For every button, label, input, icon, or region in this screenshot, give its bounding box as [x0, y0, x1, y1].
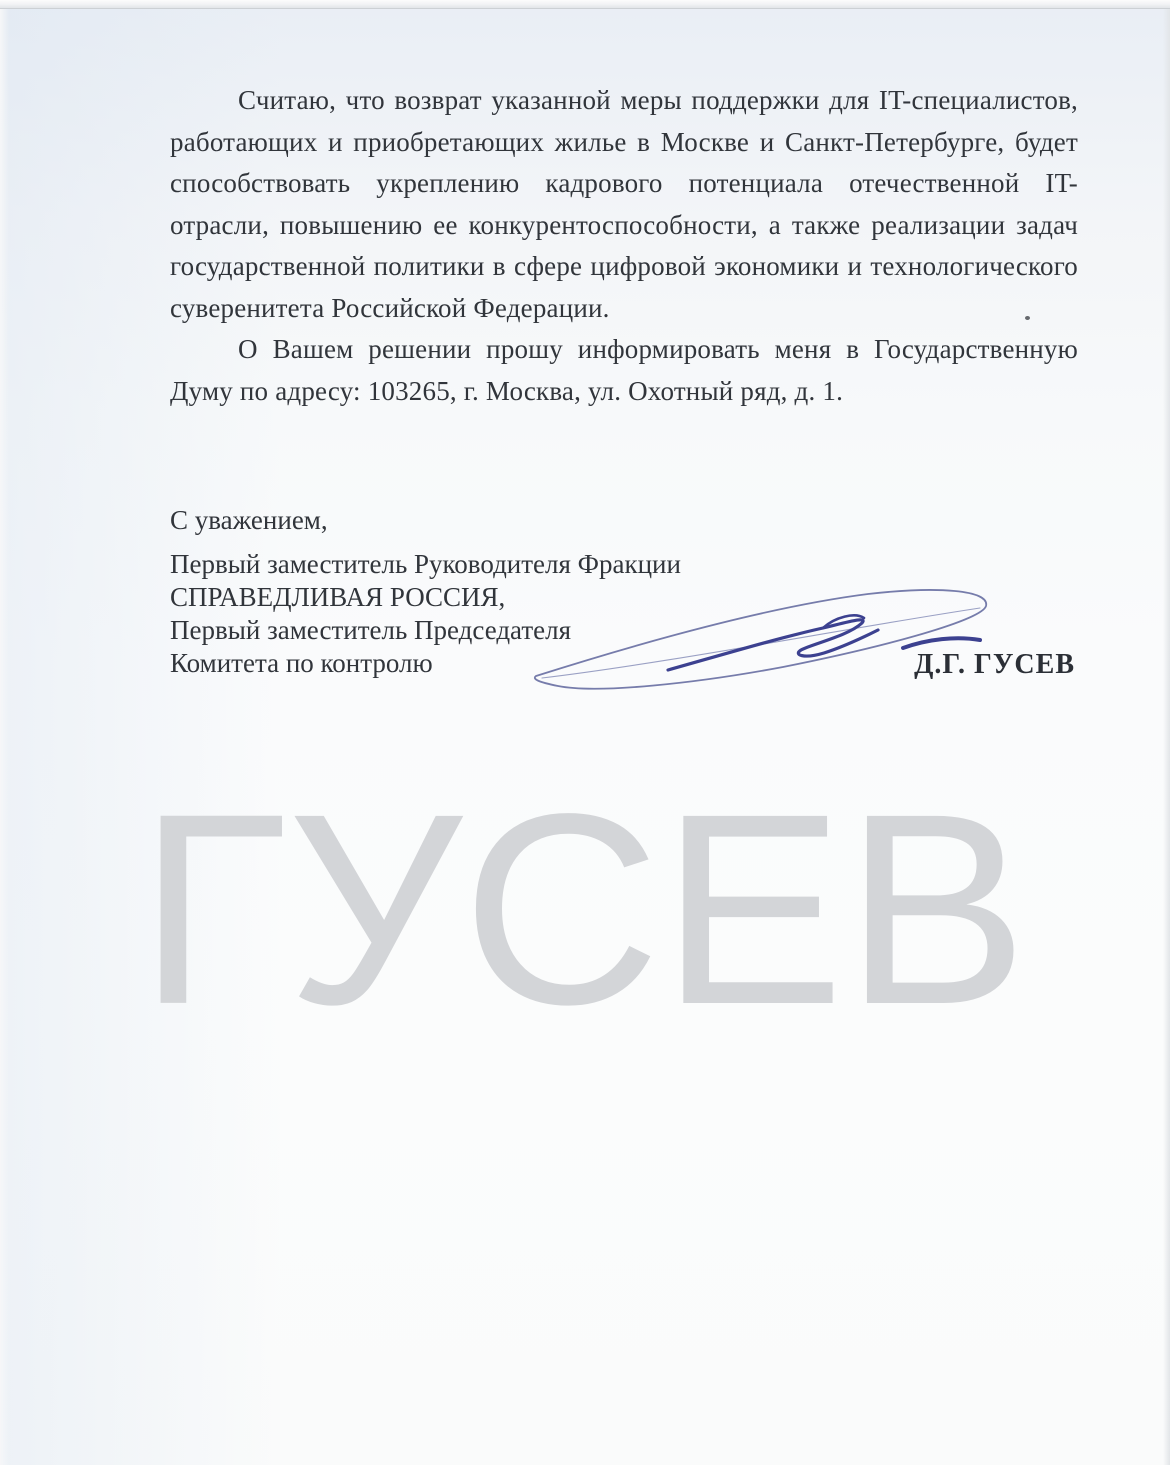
- watermark-text: [138, 806, 1035, 1012]
- signature-ink: [528, 578, 998, 710]
- body-line: суверенитета Российской Федерации.: [170, 292, 610, 323]
- letter-body: [170, 80, 1078, 412]
- body-line: работающих и приобретающих жилье в Москве и Санкт-Петербурге, будет: [170, 126, 1078, 157]
- signer-title-line: СПРАВЕДЛИВАЯ РОССИЯ,: [170, 582, 506, 612]
- body-line: способствовать укреплению кадрового потенциала отечественной IT-: [170, 168, 1078, 198]
- salutation: С уважением,: [170, 505, 328, 535]
- signer-name: Д.Г. ГУСЕВ: [914, 649, 1075, 680]
- signer-title-line: Первый заместитель Руководителя Фракции: [170, 549, 681, 579]
- scan-edge-left: [0, 9, 9, 1465]
- body-line: О Вашем решении прошу информировать меня в Государственную: [238, 334, 1078, 364]
- watermark-label: ГУСЕВ: [138, 806, 1028, 1012]
- ink-speck: [1025, 316, 1030, 320]
- scan-edge-right: [1163, 9, 1170, 1465]
- signer-title-line: Первый заместитель Председателя: [170, 615, 572, 645]
- body-line: отрасли, повышению ее конкурентоспособности, а также реализации задач: [170, 209, 1078, 240]
- scan-edge-top: [0, 0, 1170, 9]
- body-line: государственной политики в сфере цифровой экономики и технологического: [170, 251, 1078, 281]
- signer-title-line: Комитета по контролю: [170, 648, 433, 678]
- body-line: Считаю, что возврат указанной меры поддержки для IT-специалистов,: [238, 85, 1078, 115]
- body-line: Думу по адресу: 103265, г. Москва, ул. Охотный ряд, д. 1.: [170, 375, 844, 406]
